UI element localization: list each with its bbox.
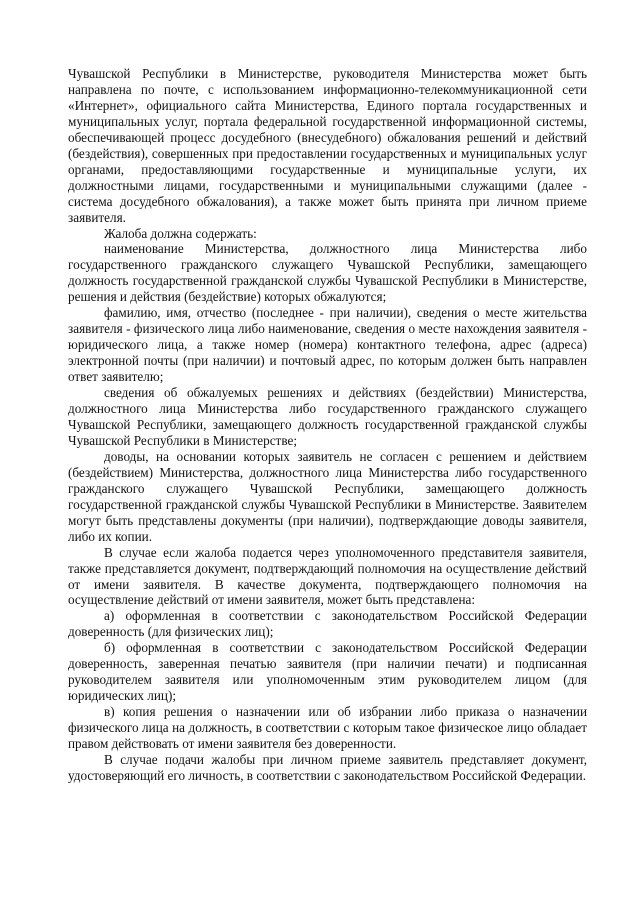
paragraph-representative: В случае если жалоба подается через уполномоченного представителя заявителя, также представляется документ, подтверждающий полномочия на осуществление действий от имени заявителя. В качестве документа, подтверждающего полномочия на осуществление действий от имени заявителя, может быть представлена: [68, 544, 587, 608]
paragraph-complaint-must-contain: Жалоба должна содержать: [104, 225, 257, 241]
paragraph-item-v: в) копия решения о назначении или об избрании либо приказа о назначении физического лица на должность, в соответствии с которым такое физическое лицо обладает правом действовать от имени заявителя без доверенности. [68, 704, 587, 752]
paragraph-appealed-decisions: сведения об обжалуемых решениях и действиях (бездействии) Министерства, должностного лица Министерства либо государственного гражданского служащего Чувашской Республики, замещающего должность государственной гражданской службы Чувашской Республики в Министерстве; [68, 385, 587, 448]
paragraph-arguments: доводы, на основании которых заявитель не согласен с решением и действием (бездействием) Министерства, должностного лица Министерства либо государственного гражданского служащего Чувашской Республики, замещающего должность государственной гражданской службы Чувашской Республики в Министерстве. Заявителем могут быть представлены документы (при наличии), подтверждающие доводы заявителя, либо их копии. [68, 448, 587, 544]
paragraph-personal-reception: В случае подачи жалобы при личном приеме заявитель представляет документ, удостоверяющий его личность, в соответствии с законодательством Российской Федерации. [68, 751, 587, 783]
paragraph-complaint-channels: Чувашской Республики в Министерстве, руководителя Министерства может быть направлена по почте, с использованием информационно-телекоммуникационной сети «Интернет», официального сайта Министерства, Единого портала государственных и муниципальных услуг, портала федеральной государственной информационной системы, обеспечивающей процесс досудебного (внесудебного) обжалования решений и действий (бездействия), совершенных при предоставлении государственных и муниципальных услуг органами, предоставляющими государственные и муниципальные услуги, их должностными лицами, государственными и муниципальными служащими (далее - система досудебного обжалования), а также может быть принята при личном приеме заявителя. [68, 66, 587, 225]
document-page [68, 66, 587, 784]
paragraph-ministry-name: наименование Министерства, должностного лица Министерства либо государственного гражданского служащего Чувашской Республики, замещающего должность государственной гражданской службы Чувашской Республики в Министерстве, решения и действия (бездействие) которых обжалуются; [68, 241, 587, 305]
paragraph-item-b: б) оформленная в соответствии с законодательством Российской Федерации доверенность, заверенная печатью заявителя (при наличии печати) и подписанная руководителем заявителя или уполномоченным этим руководителем лицом (для юридических лиц); [68, 640, 587, 704]
paragraph-item-a: а) оформленная в соответствии с законодательством Российской Федерации доверенность (для физических лиц); [68, 608, 587, 640]
paragraph-applicant-details: фамилию, имя, отчество (последнее - при наличии), сведения о месте жительства заявителя - физического лица либо наименование, сведения о месте нахождения заявителя - юридического лица, а также номер (номера) контактного телефона, адрес (адреса) электронной почты (при наличии) и почтовый адрес, по которым должен быть направлен ответ заявителю; [68, 305, 587, 385]
